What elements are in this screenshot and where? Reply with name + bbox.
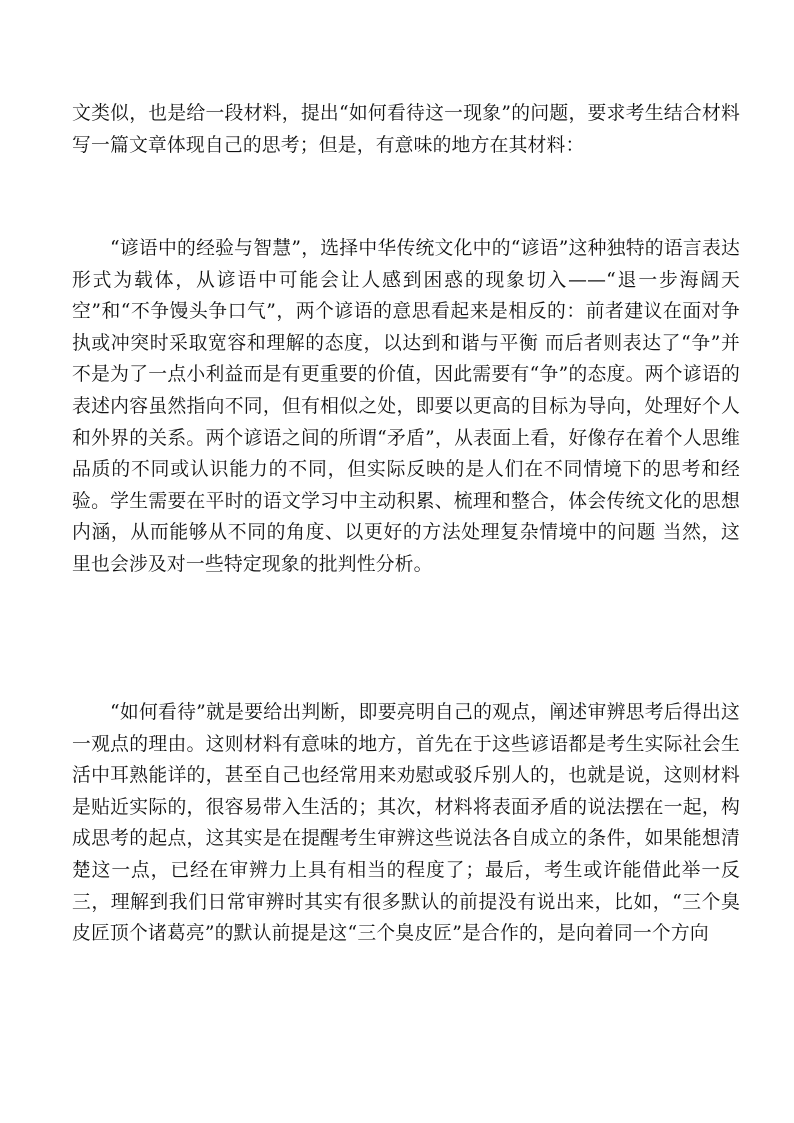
paragraph-how-to-view: “如何看待”就是要给出判断，即要亮明自己的观点，阐述审辨思考后得出这一观点的理由。这则材料有意味的地方，首先在于这些谚语都是考生实际社会生活中耳熟能详的，甚至自己也经常用来劝慰或驳斥别人的，也就是说，这则材料是贴近实际的，很容易带入生活的；其次，材料将表面矛盾的说法摆在一起，构成思考的起点，这其实是在提醒考生审辨这些说法各自成立的条件，如果能想清楚这一点，已经在审辨力上具有相当的程度了；最后，考生或许能借此举一反三，理解到我们日常审辨时其实有很多默认的前提没有说出来，比如，“三个臭皮匠顶个诸葛亮”的默认前提是这“三个臭皮匠”是合作的，是向着同一个方向	[72, 702, 740, 945]
paragraph-proverb-analysis: “谚语中的经验与智慧”，选择中华传统文化中的“谚语”这种独特的语言表达形式为载体，从谚语中可能会让人感到困惑的现象切入——“退一步海阔天空”和“不争馒头争口气”，两个谚语的意思看起来是相反的：前者建议在面对争执或冲突时采取宽容和理解的态度，以达到和谐与平衡 而后者则表达了“争”并不是为了一点小利益而是有更重要的价值，因此需要有“争”的态度。两个谚语的表述内容虽然指向不同，但有相似之处，即要以更高的目标为导向，处理好个人和外界的关系。两个谚语之间的所谓“矛盾”，从表面上看，好像存在着个人思维品质的不同或认识能力的不同，但实际反映的是人们在不同情境下的思考和经验。学生需要在平时的语文学习中主动积累、梳理和整合，体会传统文化的思想内涵，从而能够从不同的角度、以更好的方法处理复杂情境中的问题 当然，这里也会涉及对一些特定现象的批判性分析。	[72, 238, 740, 575]
paragraph-intro: 文类似，也是给一段材料，提出“如何看待这一现象”的问题，要求考生结合材料写一篇文章体现自己的思考；但是，有意味的地方在其材料：	[72, 103, 740, 156]
